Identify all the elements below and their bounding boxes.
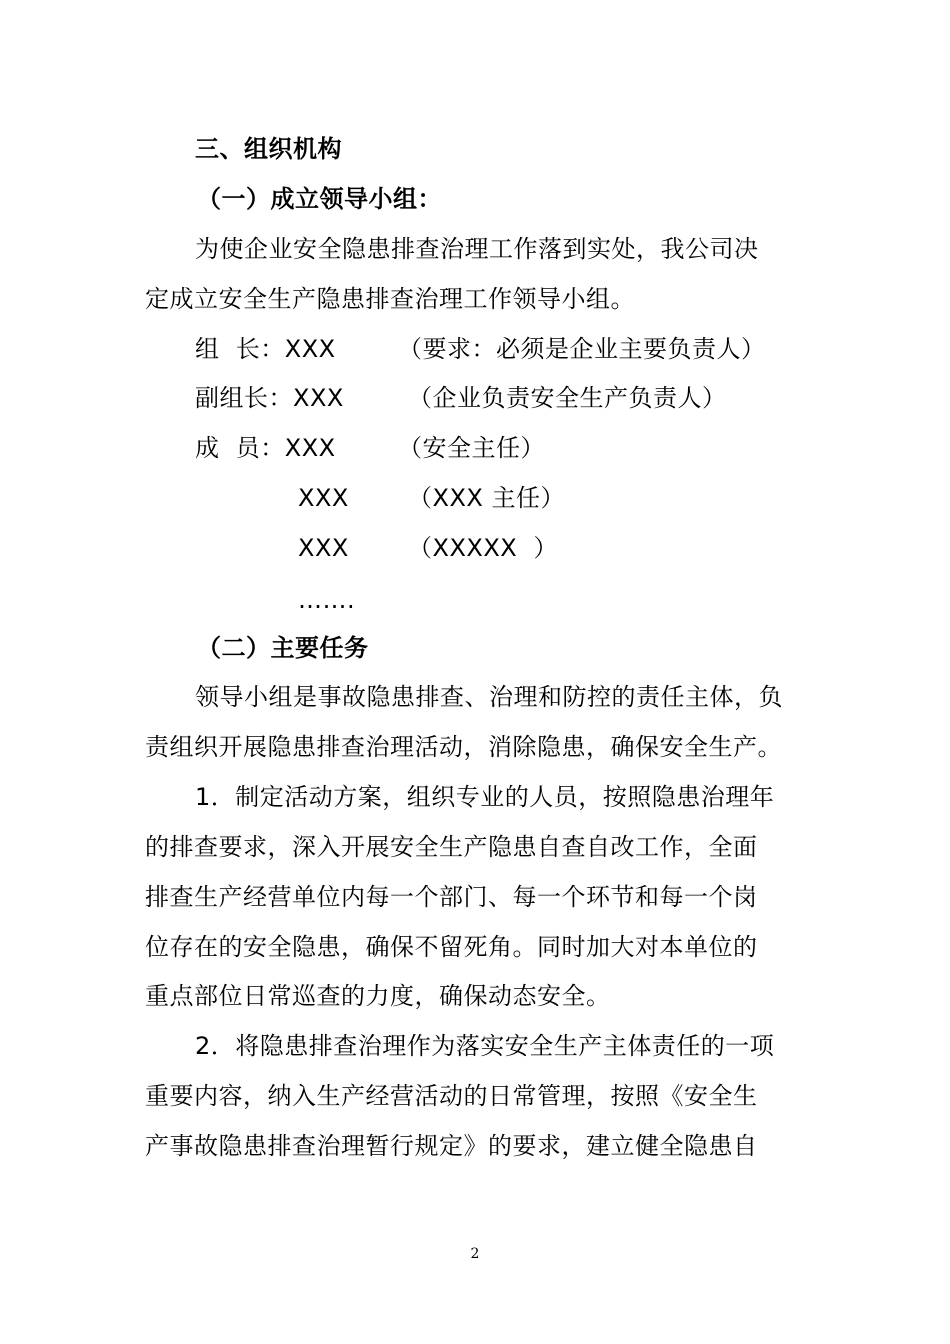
member-note: （XXX 主任） [408,484,565,512]
section-heading: 三、组织机构 [195,135,342,163]
member-note: （XXXXX ） [408,534,558,562]
deputy-note: （企业负责安全生产负责人） [408,384,727,412]
member-note: （安全主任） [398,434,545,462]
paragraph-line: 位存在的安全隐患，确保不留死角。同时加大对本单位的 [145,933,758,961]
paragraph-line: 为使企业安全隐患排查治理工作落到实处，我公司决 [195,235,759,263]
leader-role: 组 长：XXX [195,335,336,363]
paragraph-line: 重点部位日常巡查的力度，确保动态安全。 [145,982,611,1010]
paragraph-line: 产事故隐患排查治理暂行规定》的要求，建立健全隐患自 [145,1132,758,1160]
paragraph-line: 责组织开展隐患排查治理活动，消除隐患，确保安全生产。 [145,733,782,761]
paragraph-line: 重要内容，纳入生产经营活动的日常管理，按照《安全生 [145,1082,758,1110]
subsection-heading-leadership-group: （一）成立领导小组： [197,185,442,213]
member-name: XXX [298,534,349,562]
paragraph-line: 的排查要求，深入开展安全生产隐患自查自改工作，全面 [145,833,758,861]
list-ellipsis: ……. [298,586,356,614]
deputy-role: 副组长：XXX [195,384,344,412]
member-name: XXX [298,484,349,512]
paragraph-line: 排查生产经营单位内每一个部门、每一个环节和每一个岗 [145,883,758,911]
member-role: 成 员：XXX [195,434,336,462]
page-number: 2 [470,1246,480,1262]
paragraph-line: 2．将隐患排查治理作为落实安全生产主体责任的一项 [195,1032,775,1060]
paragraph-line: 领导小组是事故隐患排查、治理和防控的责任主体，负 [195,683,783,711]
subsection-heading-main-tasks: （二）主要任务 [197,634,369,662]
leader-note: （要求：必须是企业主要负责人） [398,335,766,363]
paragraph-line: 定成立安全生产隐患排查治理工作领导小组。 [145,285,635,313]
paragraph-line: 1．制定活动方案，组织专业的人员，按照隐患治理年 [195,783,775,811]
